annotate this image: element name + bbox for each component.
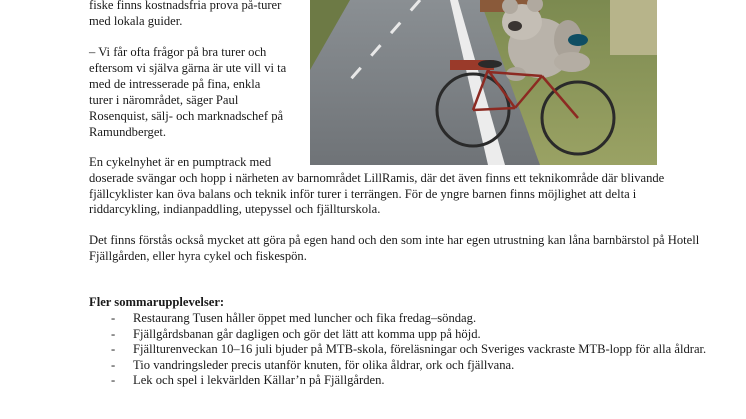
- equipment-paragraph: Det finns förstås också mycket att göra på egen hand och den som inte har egen utrustning kan låna barnbärstol på Hotell Fjällgården, eller hyra cykel och fiskespön.: [89, 233, 700, 263]
- quote-line: – Vi får ofta frågor på bra turer och: [89, 45, 267, 59]
- article-photo: [310, 0, 657, 165]
- list-item-text: Restaurang Tusen håller öppet med luncher och fika fredag–söndag.: [133, 311, 477, 325]
- bullet-marker: -: [111, 311, 116, 325]
- quote-line: eftersom vi själva gärna är ute vill vi ta: [89, 61, 287, 75]
- list-item: [89, 342, 709, 358]
- bullet-marker: -: [111, 357, 116, 372]
- list-item-text: Fjällgårdsbanan går dagligen och gör det lätt att komma upp på höjd.: [133, 326, 481, 341]
- experience-list: [89, 311, 709, 389]
- pumptrack-line: En cykelnyhet är en pumptrack med: [89, 155, 272, 169]
- list-item-text: Lek och spel i lekvärlden Källar’n på Fjällgården.: [133, 373, 385, 388]
- quote-line: med de intresserade på fina, enkla: [89, 77, 261, 91]
- bullet-marker: -: [111, 326, 116, 341]
- pumptrack-paragraph: doserade svängar och hopp i närheten av barnområdet LillRamis, där det även finns ett teknikområde där blivande fjällcyklister kan öva balans och teknik inför turer i terrängen. För de yngre barnen finns möjlighet att delta i riddarcykling, indianpaddling, utepyssel och fjällturskola.: [89, 171, 665, 217]
- list-item: [89, 311, 709, 327]
- bullet-marker: -: [111, 373, 116, 388]
- list-item: [89, 373, 709, 389]
- list-item: [89, 358, 709, 374]
- list-heading: Fler sommarupplevelser:: [89, 295, 225, 309]
- intro-line: fiske finns kostnadsfria prova på-turer: [89, 0, 282, 12]
- quote-line: Ramundberget.: [89, 125, 167, 139]
- bullet-marker: -: [111, 342, 116, 357]
- list-item: [89, 327, 709, 343]
- list-item-text: Tio vandringsleder precis utanför knuten, för olika åldrar, ork och fjällvana.: [133, 357, 515, 372]
- quote-line: Rosenquist, sälj- och marknadschef på: [89, 109, 284, 123]
- quote-line: turer i närområdet, säger Paul: [89, 93, 239, 107]
- list-item-text: Fjällturenveckan 10–16 juli bjuder på MTB-skola, föreläsningar och Sveriges vackraste MTB-lopp för alla åldrar.: [133, 342, 707, 357]
- intro-line: med lokala guider.: [89, 14, 183, 28]
